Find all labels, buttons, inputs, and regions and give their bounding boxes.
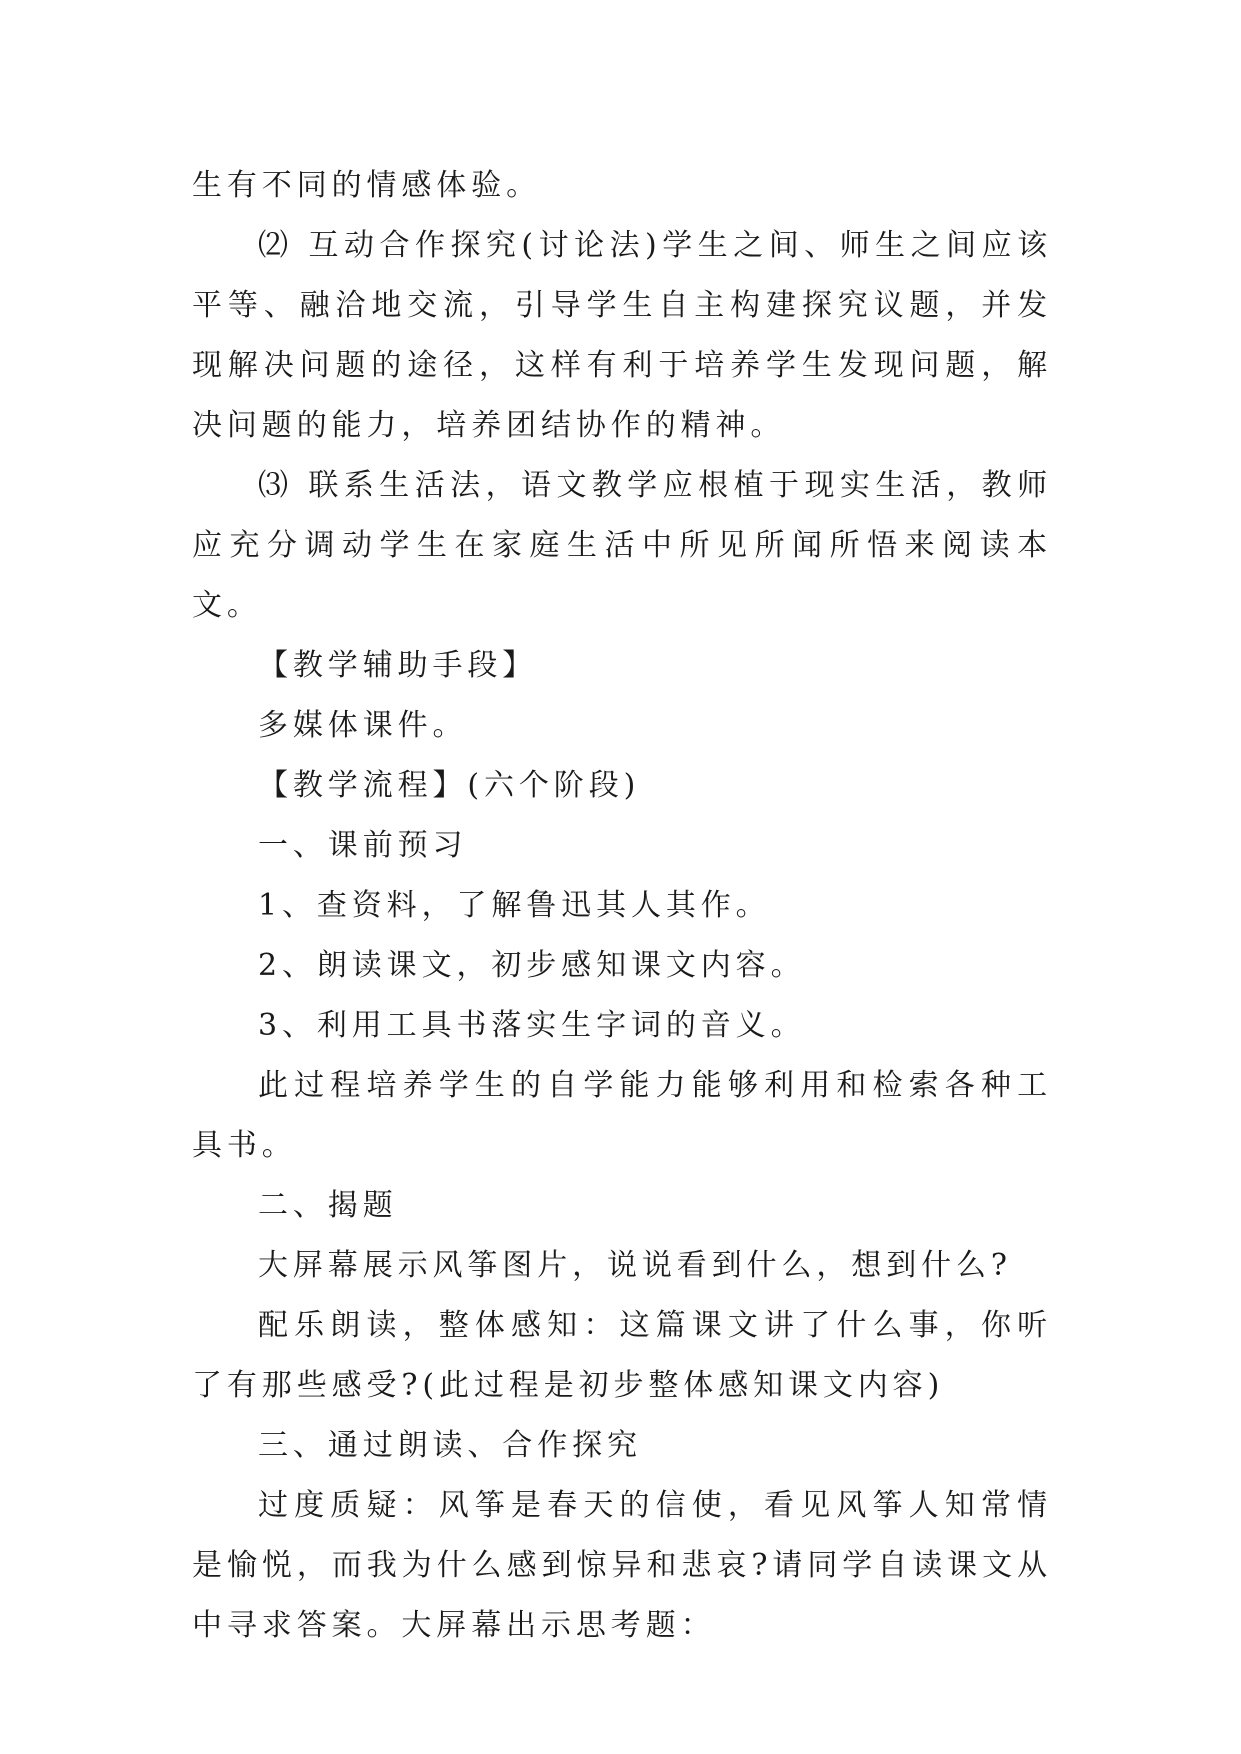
heading-section-3: 三、通过朗读、合作探究 <box>258 1428 642 1463</box>
paragraph-method-2: ⑵ 互动合作探究(讨论法)学生之间、师生之间应该平等、融洽地交流，引导学生自主构建探究议题，并发现解决问题的途径，这样有利于培养学生发现问题，解决问题的能力，培养团结协作的精神。 <box>192 228 1052 443</box>
paragraph-continuation: 生有不同的情感体验。 <box>192 168 541 203</box>
heading-teaching-process: 【教学流程】(六个阶段) <box>258 768 641 803</box>
document-page <box>192 156 1052 1656</box>
paragraph-music-reading: 配乐朗读，整体感知：这篇课文讲了什么事，你听了有那些感受?(此过程是初步整体感知课文内容) <box>192 1308 1052 1403</box>
paragraph-self-study: 此过程培养学生的自学能力能够利用和检索各种工具书。 <box>192 1068 1052 1163</box>
list-item-3: 3、利用工具书落实生字词的音义。 <box>258 1008 806 1043</box>
paragraph-method-3: ⑶ 联系生活法，语文教学应根植于现实生活，教师应充分调动学生在家庭生活中所见所闻所悟来阅读本文。 <box>192 468 1052 623</box>
paragraph-questioning: 过度质疑：风筝是春天的信使，看见风筝人知常情是愉悦，而我为什么感到惊异和悲哀?请同学自读课文从中寻求答案。大屏幕出示思考题： <box>192 1488 1052 1643</box>
list-item-1: 1、查资料，了解鲁迅其人其作。 <box>258 888 771 923</box>
heading-section-1: 一、课前预习 <box>258 828 468 863</box>
paragraph-multimedia: 多媒体课件。 <box>258 708 468 743</box>
list-item-2: 2、朗读课文，初步感知课文内容。 <box>258 948 806 983</box>
heading-teaching-aids: 【教学辅助手段】 <box>258 648 538 683</box>
heading-section-2: 二、揭题 <box>258 1188 398 1223</box>
paragraph-kite-images: 大屏幕展示风筝图片，说说看到什么，想到什么? <box>258 1248 1012 1283</box>
